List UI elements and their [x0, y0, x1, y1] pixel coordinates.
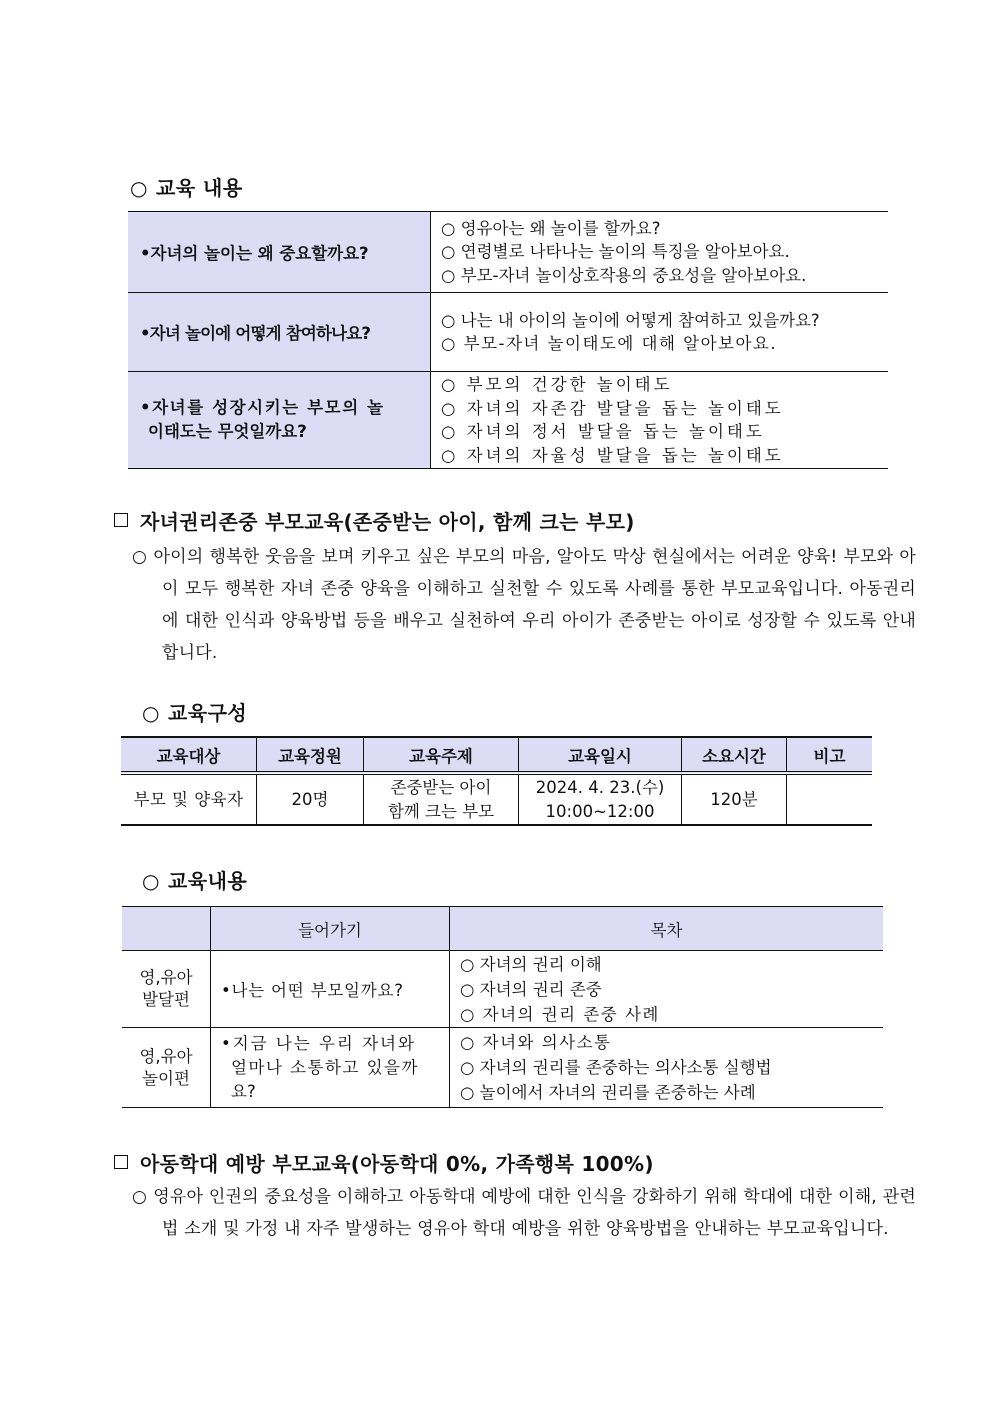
- header-cell: 교육일시: [519, 737, 682, 773]
- list-item: ○ 자녀의 권리 이해: [460, 954, 602, 974]
- category-text: 영,유아: [139, 968, 193, 987]
- circle-bullet-icon: ○: [132, 1187, 148, 1207]
- category-cell: [122, 1028, 211, 1108]
- items-cell: [450, 951, 884, 1028]
- topic-cell: [128, 212, 431, 293]
- list-item: ○ 자녀의 자율성 발달을 돕는 놀이태도: [441, 445, 784, 465]
- section3-title-text: 아동학대 예방 부모교육(아동학대 0%, 가족행복 100%): [140, 1152, 654, 1176]
- header-cell: 비고: [787, 737, 873, 773]
- table-row: [122, 951, 883, 1028]
- list-item: ○ 자녀의 자존감 발달을 돕는 놀이태도: [441, 398, 784, 418]
- topic-text: 이태도는 무엇일까요?: [148, 422, 307, 441]
- items-cell: [450, 1028, 884, 1108]
- list-item: ○ 자녀의 권리를 존중하는 의사소통 실행법: [460, 1058, 772, 1077]
- composition-heading: [142, 697, 247, 726]
- list-item: ○ 부모의 건강한 놀이태도: [441, 375, 673, 394]
- topic-cell: [128, 293, 431, 372]
- duration-cell: 120분: [682, 773, 787, 825]
- list-item: ○ 부모-자녀 놀이태도에 대해 알아보아요.: [441, 334, 778, 353]
- table-row: [128, 212, 888, 293]
- content-heading: [142, 865, 247, 894]
- square-bullet-icon: [114, 1155, 128, 1169]
- intro-text: 얼마나 소통하고 있을까: [231, 1057, 419, 1077]
- content-heading-text: 교육내용: [167, 869, 248, 893]
- note-cell: [787, 773, 873, 825]
- intro-text: 요?: [231, 1081, 256, 1101]
- capacity-cell: 20명: [257, 773, 364, 825]
- list-item: ○ 자녀와 의사소통: [460, 1033, 612, 1052]
- description-text: 아이의 행복한 웃음을 보며 키우고 싶은 부모의 마음, 알아도 막상 현실에서는 어려운 양육! 부모와 아이 모두 행복한 자녀 존중 양육을 이해하고 실천할 수 있도록 사례를 통한 부모교육입니다. 아동권리에 대한 인식과 양육방법 등을 배우고 실천하여 우리 아이가 존중받는 아이로 성장할 수 있도록 안내합니다.: [153, 547, 916, 663]
- section2-title-text: 자녀권리존중 부모교육(존중받는 아이, 함께 크는 부모): [140, 510, 635, 534]
- table-row: [128, 372, 888, 469]
- list-item: ○ 나는 내 아이의 놀이에 어떻게 참여하고 있을까요?: [441, 310, 820, 330]
- table-header-row: [122, 907, 883, 951]
- header-cell: 교육정원: [257, 737, 364, 773]
- header-cell: 들어가기: [211, 907, 450, 951]
- header-cell: 교육대상: [121, 737, 257, 773]
- category-text: 놀이편: [142, 1068, 190, 1088]
- circle-bullet-icon: ○: [130, 176, 148, 200]
- table-row: [128, 293, 888, 372]
- section2-title: [114, 506, 635, 535]
- header-cell: 교육주제: [364, 737, 519, 773]
- list-item: ○ 놀이에서 자녀의 권리를 존중하는 사례: [460, 1083, 756, 1102]
- table-header-row: [121, 737, 872, 773]
- header-cell: 목차: [450, 907, 884, 951]
- topic-cell: [128, 372, 431, 469]
- section3-description: [132, 1181, 916, 1245]
- circle-bullet-icon: ○: [142, 701, 160, 725]
- circle-bullet-icon: ○: [132, 547, 148, 567]
- time-text: 10:00~12:00: [545, 801, 655, 821]
- topic-text: •자녀를 성장시키는 부모의 놀: [140, 398, 385, 417]
- section2-description: [132, 541, 916, 669]
- topic-text: 함께 크는 부모: [387, 801, 495, 821]
- content-table: [122, 906, 883, 1108]
- list-item: ○ 연령별로 나타나는 놀이의 특징을 알아보아요.: [441, 242, 790, 262]
- category-cell: [122, 951, 211, 1028]
- circle-bullet-icon: ○: [142, 869, 160, 893]
- category-text: 발달편: [142, 990, 190, 1009]
- topic-text: •자녀 놀이에 어떻게 참여하나요?: [140, 324, 371, 343]
- list-item: ○ 자녀의 권리 존중 사례: [460, 1004, 660, 1024]
- square-bullet-icon: [114, 513, 128, 527]
- items-cell: [431, 372, 889, 469]
- target-cell: 부모 및 양육자: [121, 773, 257, 825]
- intro-text: •지금 나는 우리 자녀와: [221, 1033, 416, 1053]
- category-text: 영,유아: [139, 1046, 193, 1066]
- composition-heading-text: 교육구성: [167, 701, 248, 725]
- date-text: 2024. 4. 23.(수): [535, 777, 665, 797]
- header-cell: 소요시간: [682, 737, 787, 773]
- intro-text: •나는 어떤 부모일까요?: [221, 981, 404, 1000]
- section1-heading-text: 교육 내용: [155, 176, 243, 200]
- list-item: ○ 자녀의 권리 존중: [460, 979, 602, 999]
- topic-cell: [364, 773, 519, 825]
- topic-text: 존중받는 아이: [390, 777, 492, 797]
- section3-title: [114, 1148, 654, 1177]
- description-text: 영유아 인권의 중요성을 이해하고 아동학대 예방에 대한 인식을 강화하기 위해 학대에 대한 이해, 관련법 소개 및 가정 내 자주 발생하는 영유아 학대 예방을 위한 양육방법을 안내하는 부모교육입니다.: [153, 1187, 916, 1239]
- intro-cell: [211, 1028, 450, 1108]
- table-row: [121, 773, 872, 825]
- items-cell: [431, 293, 889, 372]
- list-item: ○ 부모-자녀 놀이상호작용의 중요성을 알아보아요.: [441, 265, 807, 285]
- date-cell: [519, 773, 682, 825]
- table-row: [122, 1028, 883, 1108]
- composition-table: [121, 736, 872, 826]
- list-item: ○ 자녀의 정서 발달을 돕는 놀이태도: [441, 422, 765, 441]
- list-item: ○ 영유아는 왜 놀이를 할까요?: [441, 218, 661, 238]
- items-cell: [431, 212, 889, 293]
- section1-heading: [130, 172, 243, 201]
- header-cell: [122, 907, 211, 951]
- topic-text: •자녀의 놀이는 왜 중요할까요?: [140, 244, 369, 263]
- play-content-table: [128, 211, 888, 469]
- intro-cell: [211, 951, 450, 1028]
